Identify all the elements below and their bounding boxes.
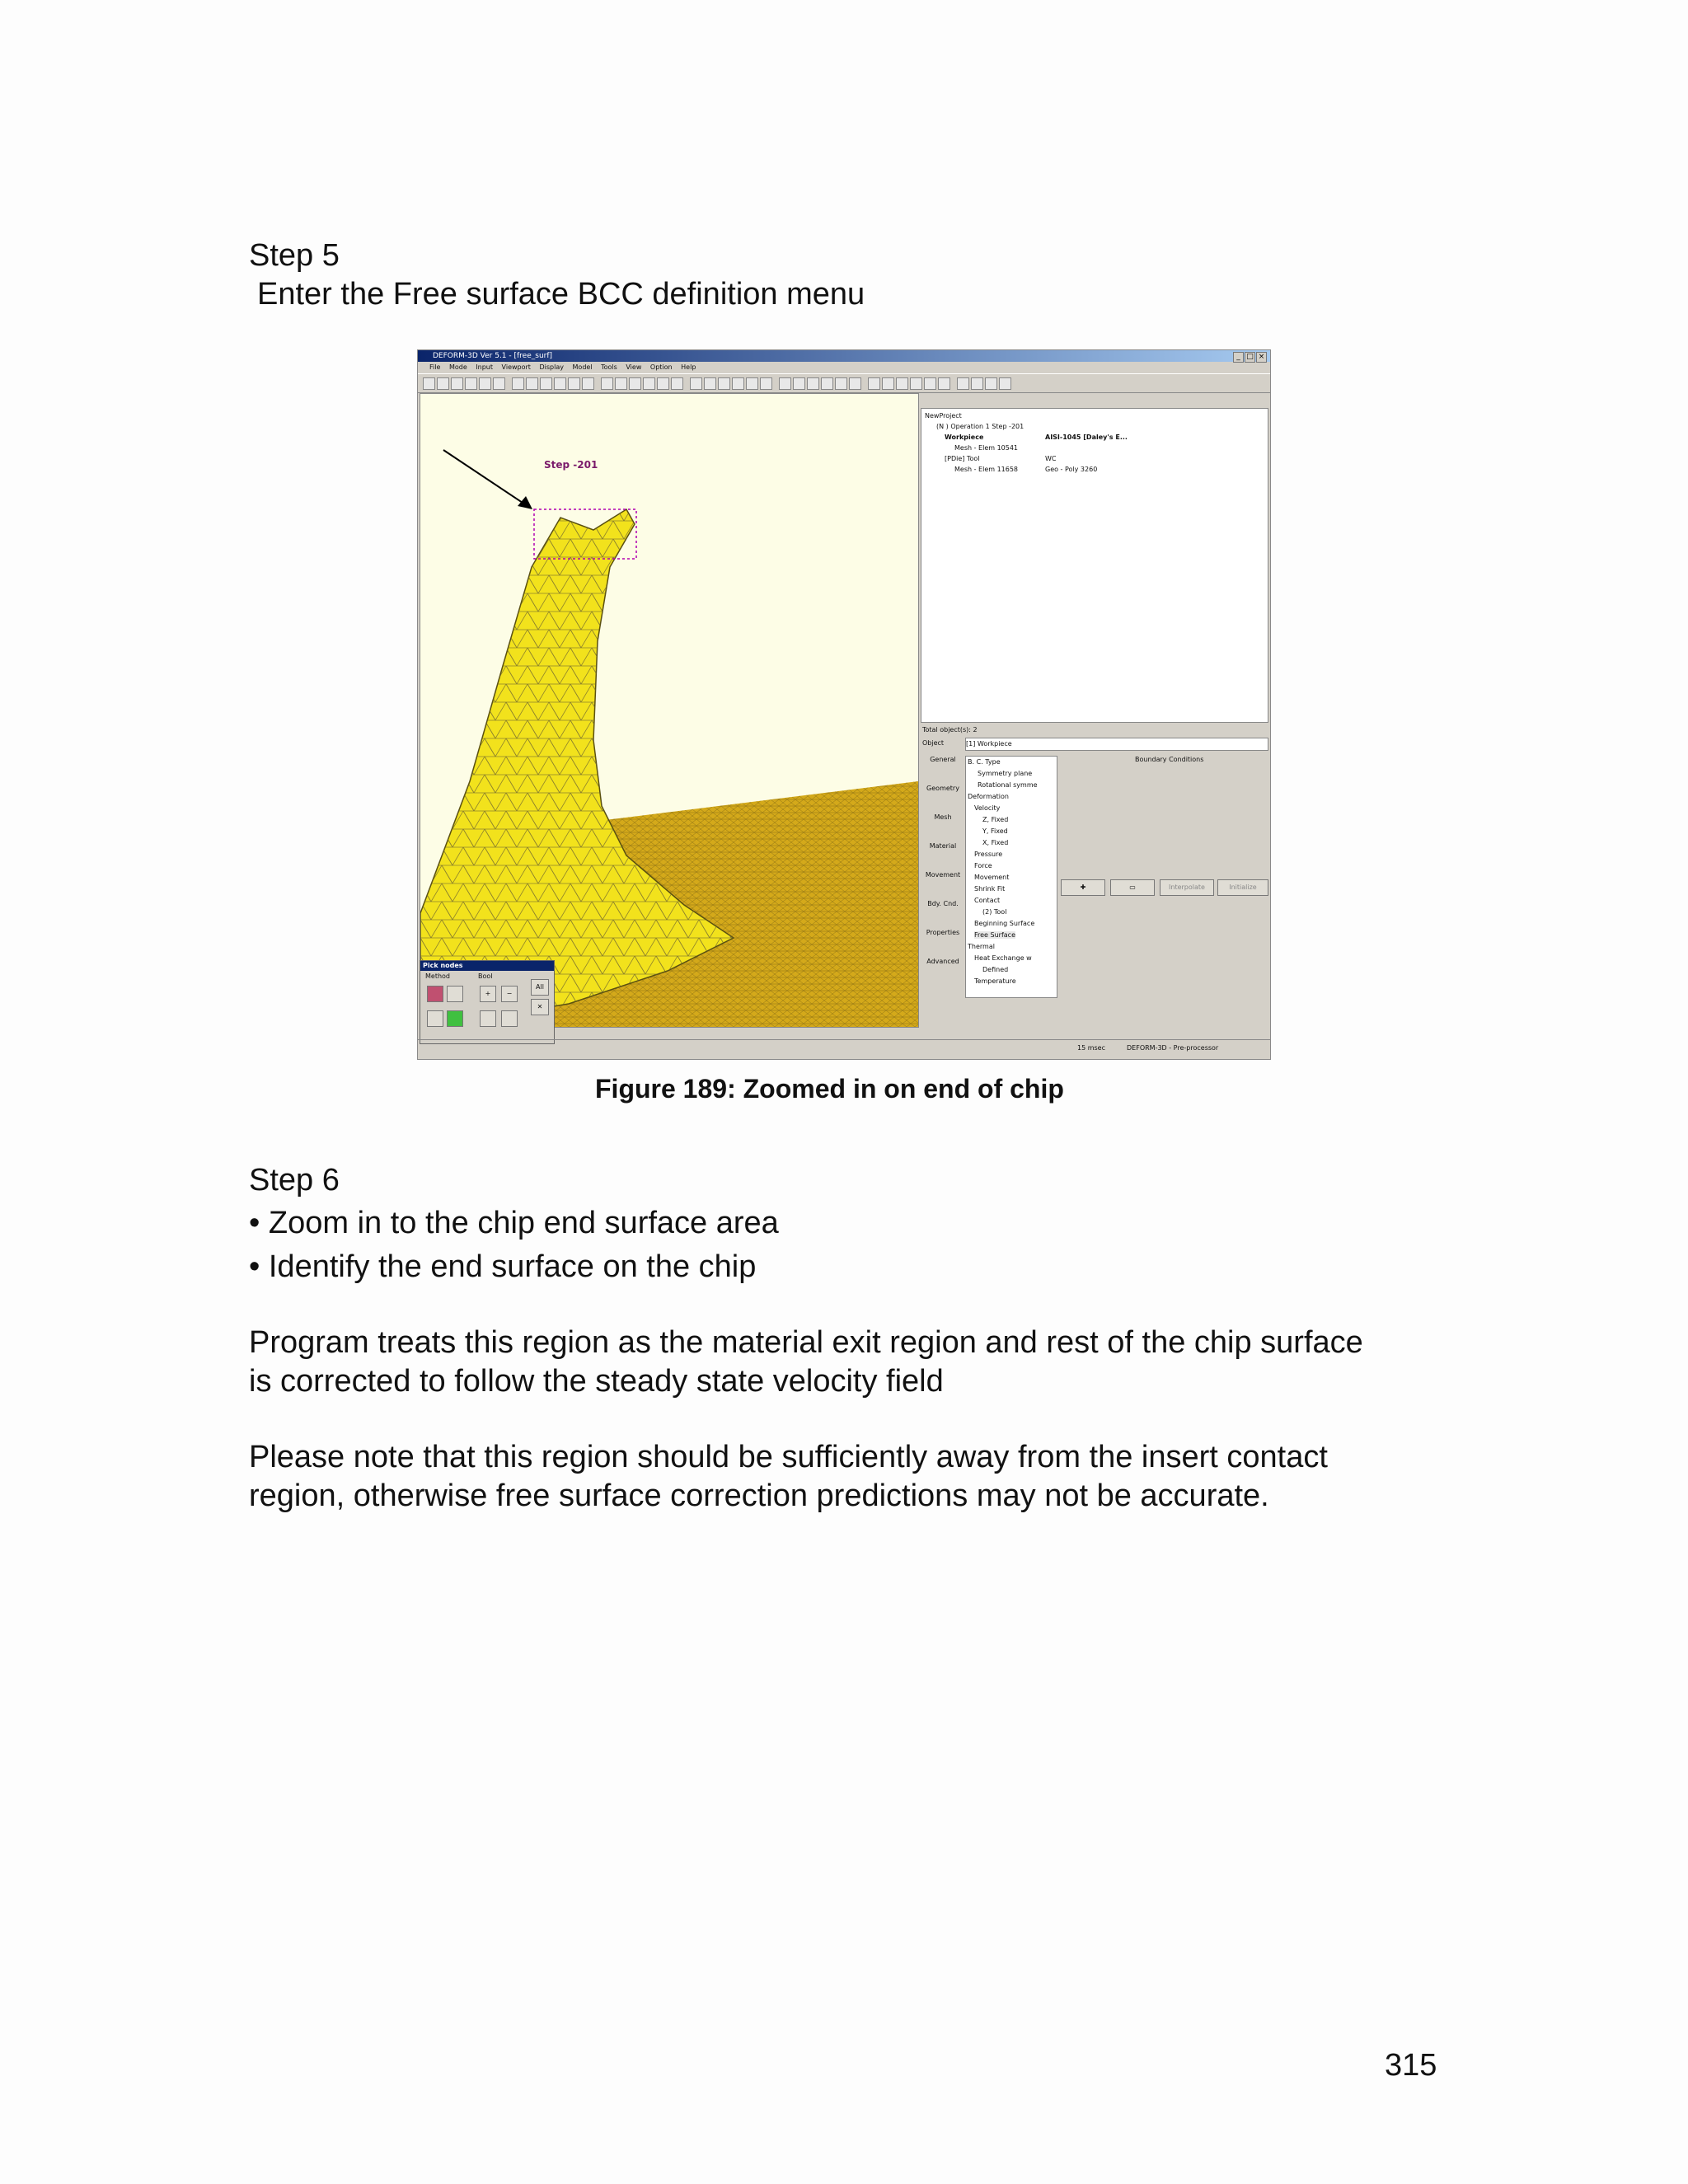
toolbar-button-icon[interactable] xyxy=(835,377,847,390)
menu-input[interactable]: Input xyxy=(476,363,493,371)
toolbar-button-icon[interactable] xyxy=(779,377,791,390)
bc-item[interactable]: X, Fixed xyxy=(982,839,1009,846)
tree-project[interactable]: NewProject xyxy=(925,412,962,419)
pick-method3-icon[interactable] xyxy=(427,1010,443,1027)
toolbar-button-icon[interactable] xyxy=(718,377,730,390)
tree-tool[interactable]: [PDie] Tool xyxy=(945,455,980,462)
tree-operation[interactable]: (N ) Operation 1 Step -201 xyxy=(936,423,1025,430)
toolbar-button-icon[interactable] xyxy=(568,377,580,390)
paragraph-2-line-2: region, otherwise free surface correction predictions may not be accurate. xyxy=(249,1479,1269,1513)
bool-label: Bool xyxy=(478,972,493,980)
toolbar-button-icon[interactable] xyxy=(451,377,463,390)
tab-properties[interactable]: Properties xyxy=(926,929,960,936)
bc-item[interactable]: Y, Fixed xyxy=(982,827,1008,835)
object-panel xyxy=(921,393,1268,1028)
tab-mesh[interactable]: Mesh xyxy=(934,813,952,821)
status-bar xyxy=(418,1039,1270,1058)
model-viewport[interactable] xyxy=(420,393,919,1028)
paragraph-2-line-1: Please note that this region should be sufficiently away from the insert contact xyxy=(249,1440,1328,1474)
pick-nodes-title: Pick nodes xyxy=(420,961,554,971)
bc-item[interactable]: Rotational symme xyxy=(978,781,1038,789)
menu-file[interactable]: File xyxy=(429,363,441,371)
toolbar-button-icon[interactable] xyxy=(971,377,983,390)
menu-display[interactable]: Display xyxy=(539,363,564,371)
bc-item[interactable]: Temperature xyxy=(974,977,1016,985)
tab-movement[interactable]: Movement xyxy=(925,871,961,879)
all-button[interactable]: All xyxy=(531,979,549,996)
toolbar-button-icon[interactable] xyxy=(465,377,477,390)
pick-method-icon[interactable] xyxy=(427,986,443,1002)
figure-caption: Figure 189: Zoomed in on end of chip xyxy=(595,1074,1064,1104)
bc-item[interactable]: Defined xyxy=(982,966,1009,973)
bc-item[interactable]: Z, Fixed xyxy=(982,816,1009,823)
window-title: DEFORM-3D Ver 5.1 - [free_surf] xyxy=(433,352,553,360)
tree-tool-mesh[interactable]: Mesh - Elem 11658 xyxy=(954,466,1019,473)
bc-item[interactable]: Symmetry plane xyxy=(978,770,1033,777)
bc-item[interactable]: B. C. Type xyxy=(968,758,1001,766)
menu-view[interactable]: View xyxy=(626,363,642,371)
tab-material[interactable]: Material xyxy=(929,842,957,850)
menu-viewport[interactable]: Viewport xyxy=(501,363,531,371)
toolbar-button-icon[interactable] xyxy=(793,377,805,390)
bc-item[interactable]: Shrink Fit xyxy=(974,885,1006,893)
pick-method4-icon[interactable] xyxy=(447,1010,463,1027)
object-tree[interactable] xyxy=(921,408,1268,723)
total-objects: Total object(s): 2 xyxy=(922,726,978,733)
toolbar-button-icon[interactable] xyxy=(657,377,669,390)
menu-tools[interactable]: Tools xyxy=(601,363,617,371)
paragraph-1-line-2: is corrected to follow the steady state velocity field xyxy=(249,1364,944,1399)
object-select[interactable]: [1] Workpiece xyxy=(965,738,1268,751)
toolbar-button-icon[interactable] xyxy=(999,377,1011,390)
step5-heading: Step 5 xyxy=(249,238,340,273)
toolbar-button-icon[interactable] xyxy=(554,377,566,390)
menu-bar xyxy=(418,362,1270,373)
deform-screenshot xyxy=(417,349,1271,1060)
tab-advanced[interactable]: Advanced xyxy=(926,958,959,965)
menu-mode[interactable]: Mode xyxy=(448,363,467,371)
bc-item[interactable]: Contact xyxy=(974,897,1001,904)
status-mode: DEFORM-3D - Pre-processor xyxy=(1127,1044,1219,1052)
toolbar-button-icon[interactable] xyxy=(957,377,969,390)
step5-instruction: Enter the Free surface BCC definition menu xyxy=(257,277,865,312)
bool-and-icon[interactable] xyxy=(480,1010,496,1027)
paragraph-1-line-1: Program treats this region as the material exit region and rest of the chip surface xyxy=(249,1325,1363,1360)
toolbar-button-icon[interactable] xyxy=(493,377,505,390)
toolbar-button-icon[interactable] xyxy=(985,377,997,390)
delete-bc-button[interactable]: ▭ xyxy=(1110,879,1155,896)
menu-option[interactable]: Option xyxy=(649,363,673,371)
bc-type-list[interactable] xyxy=(965,756,1057,998)
tab-general[interactable]: General xyxy=(930,756,956,763)
bc-item[interactable]: Thermal xyxy=(968,943,995,950)
add-bc-button[interactable]: ✚ xyxy=(1061,879,1105,896)
toolbar-button-icon[interactable] xyxy=(704,377,716,390)
bullet-1-text: Zoom in to the chip end surface area xyxy=(268,1206,779,1240)
tree-tool-material[interactable]: WC xyxy=(1045,455,1057,462)
toolbar-button-icon[interactable] xyxy=(849,377,861,390)
step6-bullet-2: • Identify the end surface on the chip xyxy=(249,1249,757,1284)
initialize-button[interactable]: Initialize xyxy=(1217,879,1268,896)
toolbar-button-icon[interactable] xyxy=(938,377,950,390)
bullet-2-text: Identify the end surface on the chip xyxy=(268,1249,757,1284)
toolbar-button-icon[interactable] xyxy=(582,377,594,390)
interpolate-button[interactable]: Interpolate xyxy=(1160,879,1214,896)
object-label: Object xyxy=(922,739,945,747)
toolbar-button-icon[interactable] xyxy=(924,377,936,390)
tree-workpiece[interactable]: Workpiece xyxy=(945,434,984,441)
bc-item[interactable]: Beginning Surface xyxy=(974,920,1035,927)
step6-bullet-1: • Zoom in to the chip end surface area xyxy=(249,1206,779,1240)
subtract-icon[interactable]: − xyxy=(501,986,518,1002)
menu-model[interactable]: Model xyxy=(572,363,593,371)
toolbar-button-icon[interactable] xyxy=(643,377,655,390)
tree-workpiece-mesh[interactable]: Mesh - Elem 10541 xyxy=(954,444,1019,452)
toolbar-button-icon[interactable] xyxy=(807,377,819,390)
toolbar-button-icon[interactable] xyxy=(868,377,880,390)
bc-item[interactable]: (2) Tool xyxy=(982,908,1007,916)
toolbar-button-icon[interactable] xyxy=(601,377,613,390)
menu-help[interactable]: Help xyxy=(681,363,696,371)
bc-item[interactable]: Pressure xyxy=(974,851,1003,858)
tab-bdy-cnd[interactable]: Bdy. Cnd. xyxy=(927,900,959,907)
bc-item[interactable]: Free Surface xyxy=(974,931,1015,939)
close-icon[interactable]: ✕ xyxy=(531,999,549,1015)
page-number: 315 xyxy=(1385,2048,1437,2083)
toolbar-button-icon[interactable] xyxy=(746,377,758,390)
toolbar-button-icon[interactable] xyxy=(732,377,744,390)
toolbar xyxy=(418,373,1270,393)
bc-item[interactable]: Force xyxy=(974,862,992,869)
bool-or-icon[interactable] xyxy=(501,1010,518,1027)
tab-geometry[interactable]: Geometry xyxy=(926,785,959,792)
toolbar-button-icon[interactable] xyxy=(512,377,524,390)
toolbar-button-icon[interactable] xyxy=(629,377,641,390)
toolbar-button-icon[interactable] xyxy=(671,377,683,390)
add-icon[interactable]: + xyxy=(480,986,496,1002)
toolbar-button-icon[interactable] xyxy=(821,377,833,390)
window-controls: _ □ × xyxy=(1232,351,1267,363)
toolbar-button-icon[interactable] xyxy=(760,377,772,390)
tree-tool-geo[interactable]: Geo - Poly 3260 xyxy=(1045,466,1098,473)
toolbar-button-icon[interactable] xyxy=(479,377,491,390)
pick-method2-icon[interactable] xyxy=(447,986,463,1002)
bc-item[interactable]: Movement xyxy=(974,874,1010,881)
toolbar-button-icon[interactable] xyxy=(910,377,922,390)
toolbar-button-icon[interactable] xyxy=(690,377,702,390)
pick-nodes-dialog[interactable] xyxy=(420,960,555,1044)
toolbar-button-icon[interactable] xyxy=(526,377,538,390)
toolbar-button-icon[interactable] xyxy=(615,377,627,390)
status-time: 15 msec xyxy=(1077,1044,1106,1052)
toolbar-button-icon[interactable] xyxy=(882,377,894,390)
tree-workpiece-material[interactable]: AISI-1045 [Daley's E... xyxy=(1045,434,1128,441)
boundary-conditions-label: Boundary Conditions xyxy=(1135,756,1204,763)
window-titlebar xyxy=(418,350,1270,362)
bc-item[interactable]: Velocity xyxy=(974,804,1001,812)
toolbar-button-icon[interactable] xyxy=(540,377,552,390)
step6-heading: Step 6 xyxy=(249,1163,340,1197)
toolbar-button-icon[interactable] xyxy=(437,377,449,390)
bc-item[interactable]: Heat Exchange w xyxy=(974,954,1032,962)
toolbar-button-icon[interactable] xyxy=(896,377,908,390)
toolbar-button-icon[interactable] xyxy=(423,377,435,390)
mesh-view xyxy=(420,394,918,1027)
step-label: Step -201 xyxy=(544,459,598,471)
method-label: Method xyxy=(425,972,451,980)
bc-item[interactable]: Deformation xyxy=(968,793,1009,800)
